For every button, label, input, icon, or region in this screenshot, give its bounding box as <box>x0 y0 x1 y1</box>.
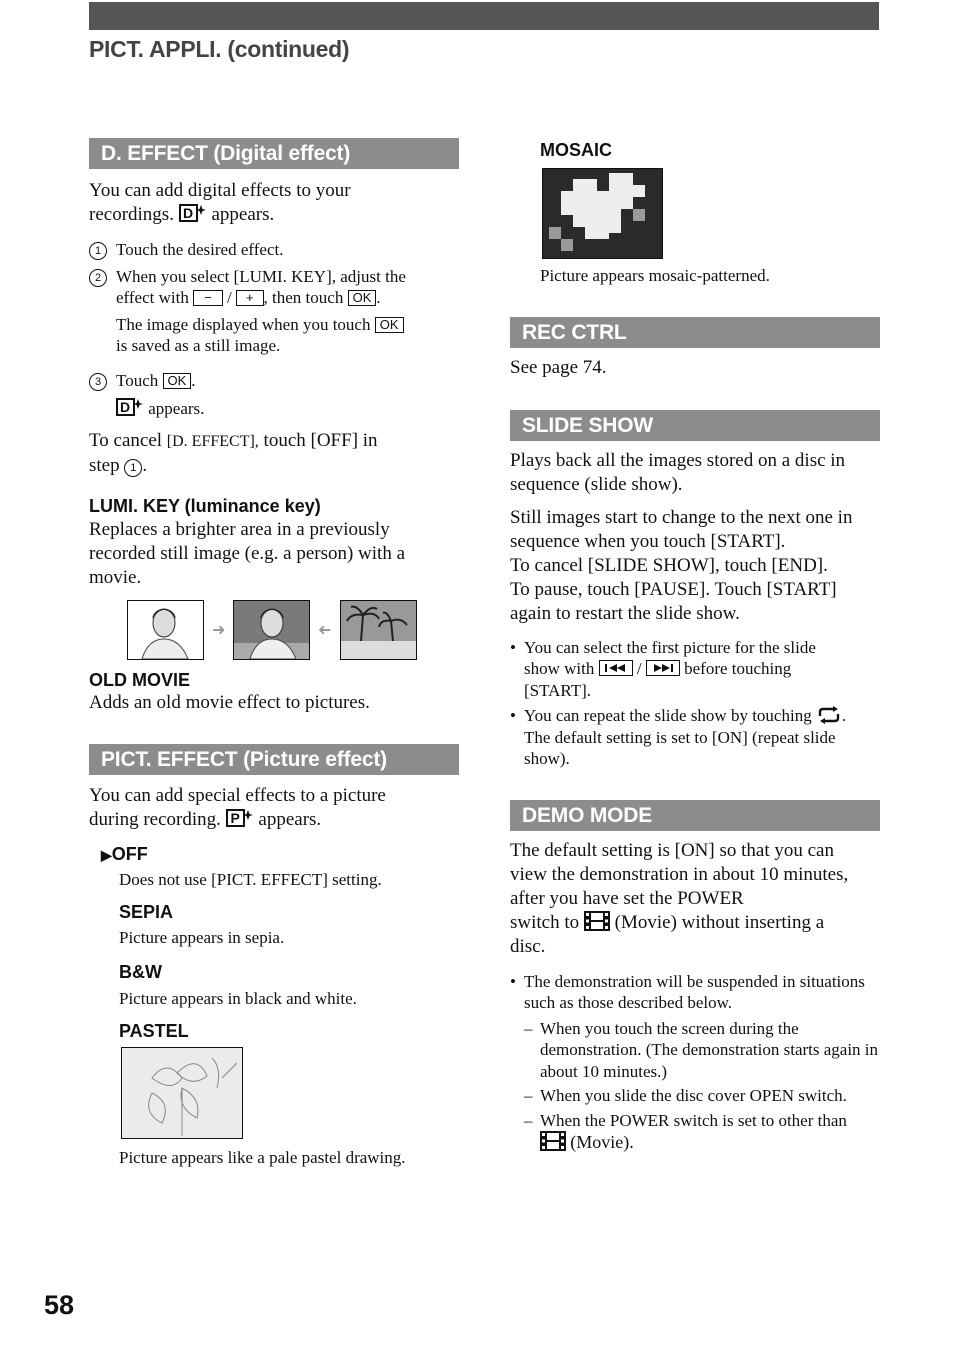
pastel-sample-image <box>121 1047 459 1143</box>
pict-effect-bw: B&W <box>119 961 162 982</box>
plus-button[interactable]: + <box>236 290 264 306</box>
ok-button[interactable]: OK <box>375 317 404 333</box>
arrow-right-icon: ➜ <box>212 621 226 639</box>
movie-icon <box>540 1131 566 1151</box>
mosaic-heading: MOSAIC <box>540 140 612 160</box>
section-title-rec-ctrl: REC CTRL <box>510 317 880 348</box>
demo-mode-dash-2: – When you slide the disc cover OPEN switch. <box>524 1086 847 1105</box>
demo-mode-dash-1: – When you touch the screen during the demonstration. (The demonstration starts again in about 10 minutes.) <box>524 1018 879 1081</box>
svg-text:D: D <box>182 205 193 221</box>
demo-mode-note-1: • The demonstration will be suspended in situations such as those described below. <box>510 971 865 1012</box>
section-title-slide-show: SLIDE SHOW <box>510 410 880 441</box>
running-head: PICT. APPLI. (continued) <box>89 36 350 62</box>
step-3: 3 Touch OK . D appears. <box>89 370 459 420</box>
pict-effect-pastel: PASTEL <box>119 1021 189 1041</box>
ok-button[interactable]: OK <box>348 290 377 306</box>
slide-show-p2: Still images start to change to the next one in sequence when you touch [START]. To cancel [SLIDE SHOW], touch [END]. To pause, touch [PAUSE]. Touch [START] again to restart the slide show. <box>510 506 853 624</box>
slide-show-notes <box>510 637 880 770</box>
composite-photo <box>233 600 310 660</box>
next-button-icon[interactable] <box>646 660 680 676</box>
d-effect-steps <box>89 239 459 420</box>
pict-effect-off-desc: Does not use [PICT. EFFECT] setting. <box>119 869 382 889</box>
minus-button[interactable]: − <box>193 290 223 306</box>
old-movie-heading: OLD MOVIE <box>89 669 191 690</box>
section-title-demo-mode: DEMO MODE <box>510 800 880 831</box>
old-movie-text: Adds an old movie effect to pictures. <box>89 691 370 713</box>
slide-show-note-1: • You can select the first picture for the slide show with / before touching [START]. <box>510 637 816 700</box>
picture-effect-icon <box>226 808 254 828</box>
header-bar <box>89 2 879 30</box>
svg-text:D: D <box>120 399 131 415</box>
pict-effect-bw-desc: Picture appears in black and white. <box>119 988 357 1008</box>
section-title-pict-effect: PICT. EFFECT (Picture effect) <box>89 744 459 775</box>
person-photo <box>127 600 204 660</box>
svg-text:P: P <box>230 809 240 826</box>
digital-effect-icon <box>179 203 207 223</box>
d-effect-cancel: To cancel [D. EFFECT], touch [OFF] in step 1 . <box>89 429 378 476</box>
previous-button-icon[interactable] <box>599 660 633 676</box>
page-number: 58 <box>44 1290 75 1320</box>
slide-show-p1: Plays back all the images stored on a disc in sequence (slide show). <box>510 449 846 495</box>
lumi-key-heading: LUMI. KEY (luminance key) <box>89 495 321 516</box>
d-effect-intro: You can add digital effects to your recordings. D appears. <box>89 180 351 225</box>
demo-mode-dash-3: – When the POWER switch is set to other than (Movie). <box>524 1110 847 1152</box>
arrow-left-icon: ➜ <box>318 621 332 639</box>
pict-effect-intro: You can add special effects to a picture during recording. P appears. <box>89 784 386 830</box>
movie-icon <box>584 911 610 931</box>
digital-effect-icon <box>116 397 144 417</box>
pict-effect-off: ▶OFF <box>101 843 148 864</box>
mosaic-sample-image <box>542 168 880 263</box>
pict-effect-sepia: SEPIA <box>119 902 174 922</box>
beach-photo <box>340 600 417 660</box>
slide-show-note-2: • You can repeat the slide show by touching . The default setting is set to [ON] (repeat slide show). <box>510 706 847 768</box>
right-column <box>510 138 880 1154</box>
step-2: 2 When you select [LUMI. KEY], adjust the effect with − / + , then touch OK . The image displayed when you touch OK is saved as a still image. <box>89 266 459 357</box>
pict-effect-sepia-desc: Picture appears in sepia. <box>119 928 285 947</box>
left-column <box>89 138 459 1169</box>
section-title-d-effect: D. EFFECT (Digital effect) <box>89 138 459 169</box>
demo-mode-notes <box>510 971 880 1154</box>
rec-ctrl-text: See page 74. <box>510 356 607 378</box>
selected-marker-icon: ▶ <box>101 846 112 863</box>
demo-mode-p1: The default setting is [ON] so that you can view the demonstration in about 10 minutes, after you have set the POWER switch to (Movie) without inserting a disc. <box>510 839 849 957</box>
repeat-icon[interactable] <box>816 706 842 724</box>
lumi-key-text: Replaces a brighter area in a previously recorded still image (e.g. a person) with a movie. <box>89 518 406 588</box>
lumi-key-illustration <box>127 600 459 660</box>
mosaic-desc: Picture appears mosaic-patterned. <box>540 266 770 285</box>
ok-button[interactable]: OK <box>163 373 192 389</box>
step-1: 1 Touch the desired effect. <box>89 239 459 261</box>
pict-effect-pastel-desc: Picture appears like a pale pastel drawing. <box>119 1148 406 1167</box>
